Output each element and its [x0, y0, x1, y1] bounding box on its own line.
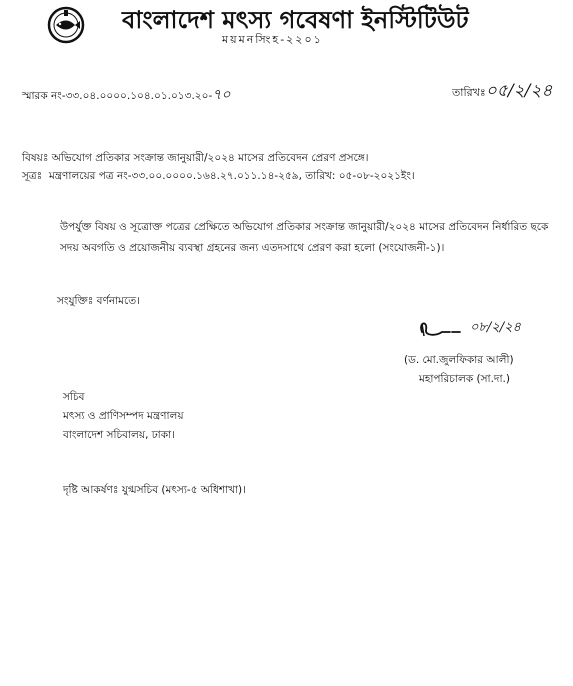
fish-emblem-icon: [47, 6, 85, 44]
signer-title: মহাপরিচালক (সা.দা.): [419, 373, 510, 385]
memo-number: [22, 83, 230, 107]
date-handwritten-value: ০৫/২/২৪: [485, 81, 553, 101]
institute-logo: [47, 6, 85, 44]
organization-city: ময়মনসিংহ-২২০১: [222, 33, 323, 46]
letter-date: [452, 78, 552, 106]
recipient-ministry: মৎস্য ও প্রাণিসম্পদ মন্ত্রণালয়: [63, 410, 184, 422]
organization-name: বাংলাদেশ মৎস্য গবেষণা ইনস্টিটিউট: [122, 5, 469, 34]
subject-label: বিষয়ঃ: [22, 152, 49, 164]
memo-handwritten-number: ৭০: [212, 87, 231, 103]
handwritten-signature: [416, 318, 556, 340]
subject-text: অভিযোগ প্রতিকার সংক্রান্ত জানুয়ারী/২০২৪ মাসের প্রতিবেদন প্রেরণ প্রসঙ্গে।: [51, 152, 369, 164]
date-label: তারিখঃ: [452, 86, 486, 99]
subject-line: [22, 151, 369, 168]
reference-label: সূত্রঃ: [22, 170, 43, 182]
reference-text: মন্ত্রণালয়ের পত্র নং-৩৩.০০.০০০০.১৬৪.২৭.০১১.১৪-২৫৯, তারিখ: ০৫-০৮-২০২১ইং।: [48, 170, 415, 182]
body-paragraph: উপর্যুক্ত বিষয় ও সূত্রোক্ত পত্রের প্রেক্ষিতে অভিযোগ প্রতিকার সংক্রান্ত জানুয়ারী/২০২৪ মাসের প্রতিবেদন নির্ধারিত ছকে সদয় অবগতি ও প্রয়োজনীয় ব্যবস্থা গ্রহনের জন্য এতদসাথে প্রেরণ করা হলো (সংযোজনী-১)।: [60, 221, 549, 254]
recipient-designation: সচিব: [63, 391, 85, 403]
memo-label: স্মারক নং-৩৩.০৪.০০০০.১০৪.০১.০১৩.২০-: [22, 90, 213, 102]
recipient-address: বাংলাদেশ সচিবালয়, ঢাকা।: [63, 429, 175, 441]
reference-line: [22, 169, 415, 186]
signer-name: (ড. মো.জুলফিকার আলী): [404, 354, 514, 366]
attachment-note: সংযুক্তিঃ বর্ণনামতে।: [57, 295, 140, 307]
attention-line: দৃষ্টি আকর্ষণঃ যুগ্মসচিব (মৎস্য-৫ অধিশাখা)।: [63, 484, 246, 496]
signature-handwritten-date: ০৮/২/২৪: [470, 320, 521, 335]
